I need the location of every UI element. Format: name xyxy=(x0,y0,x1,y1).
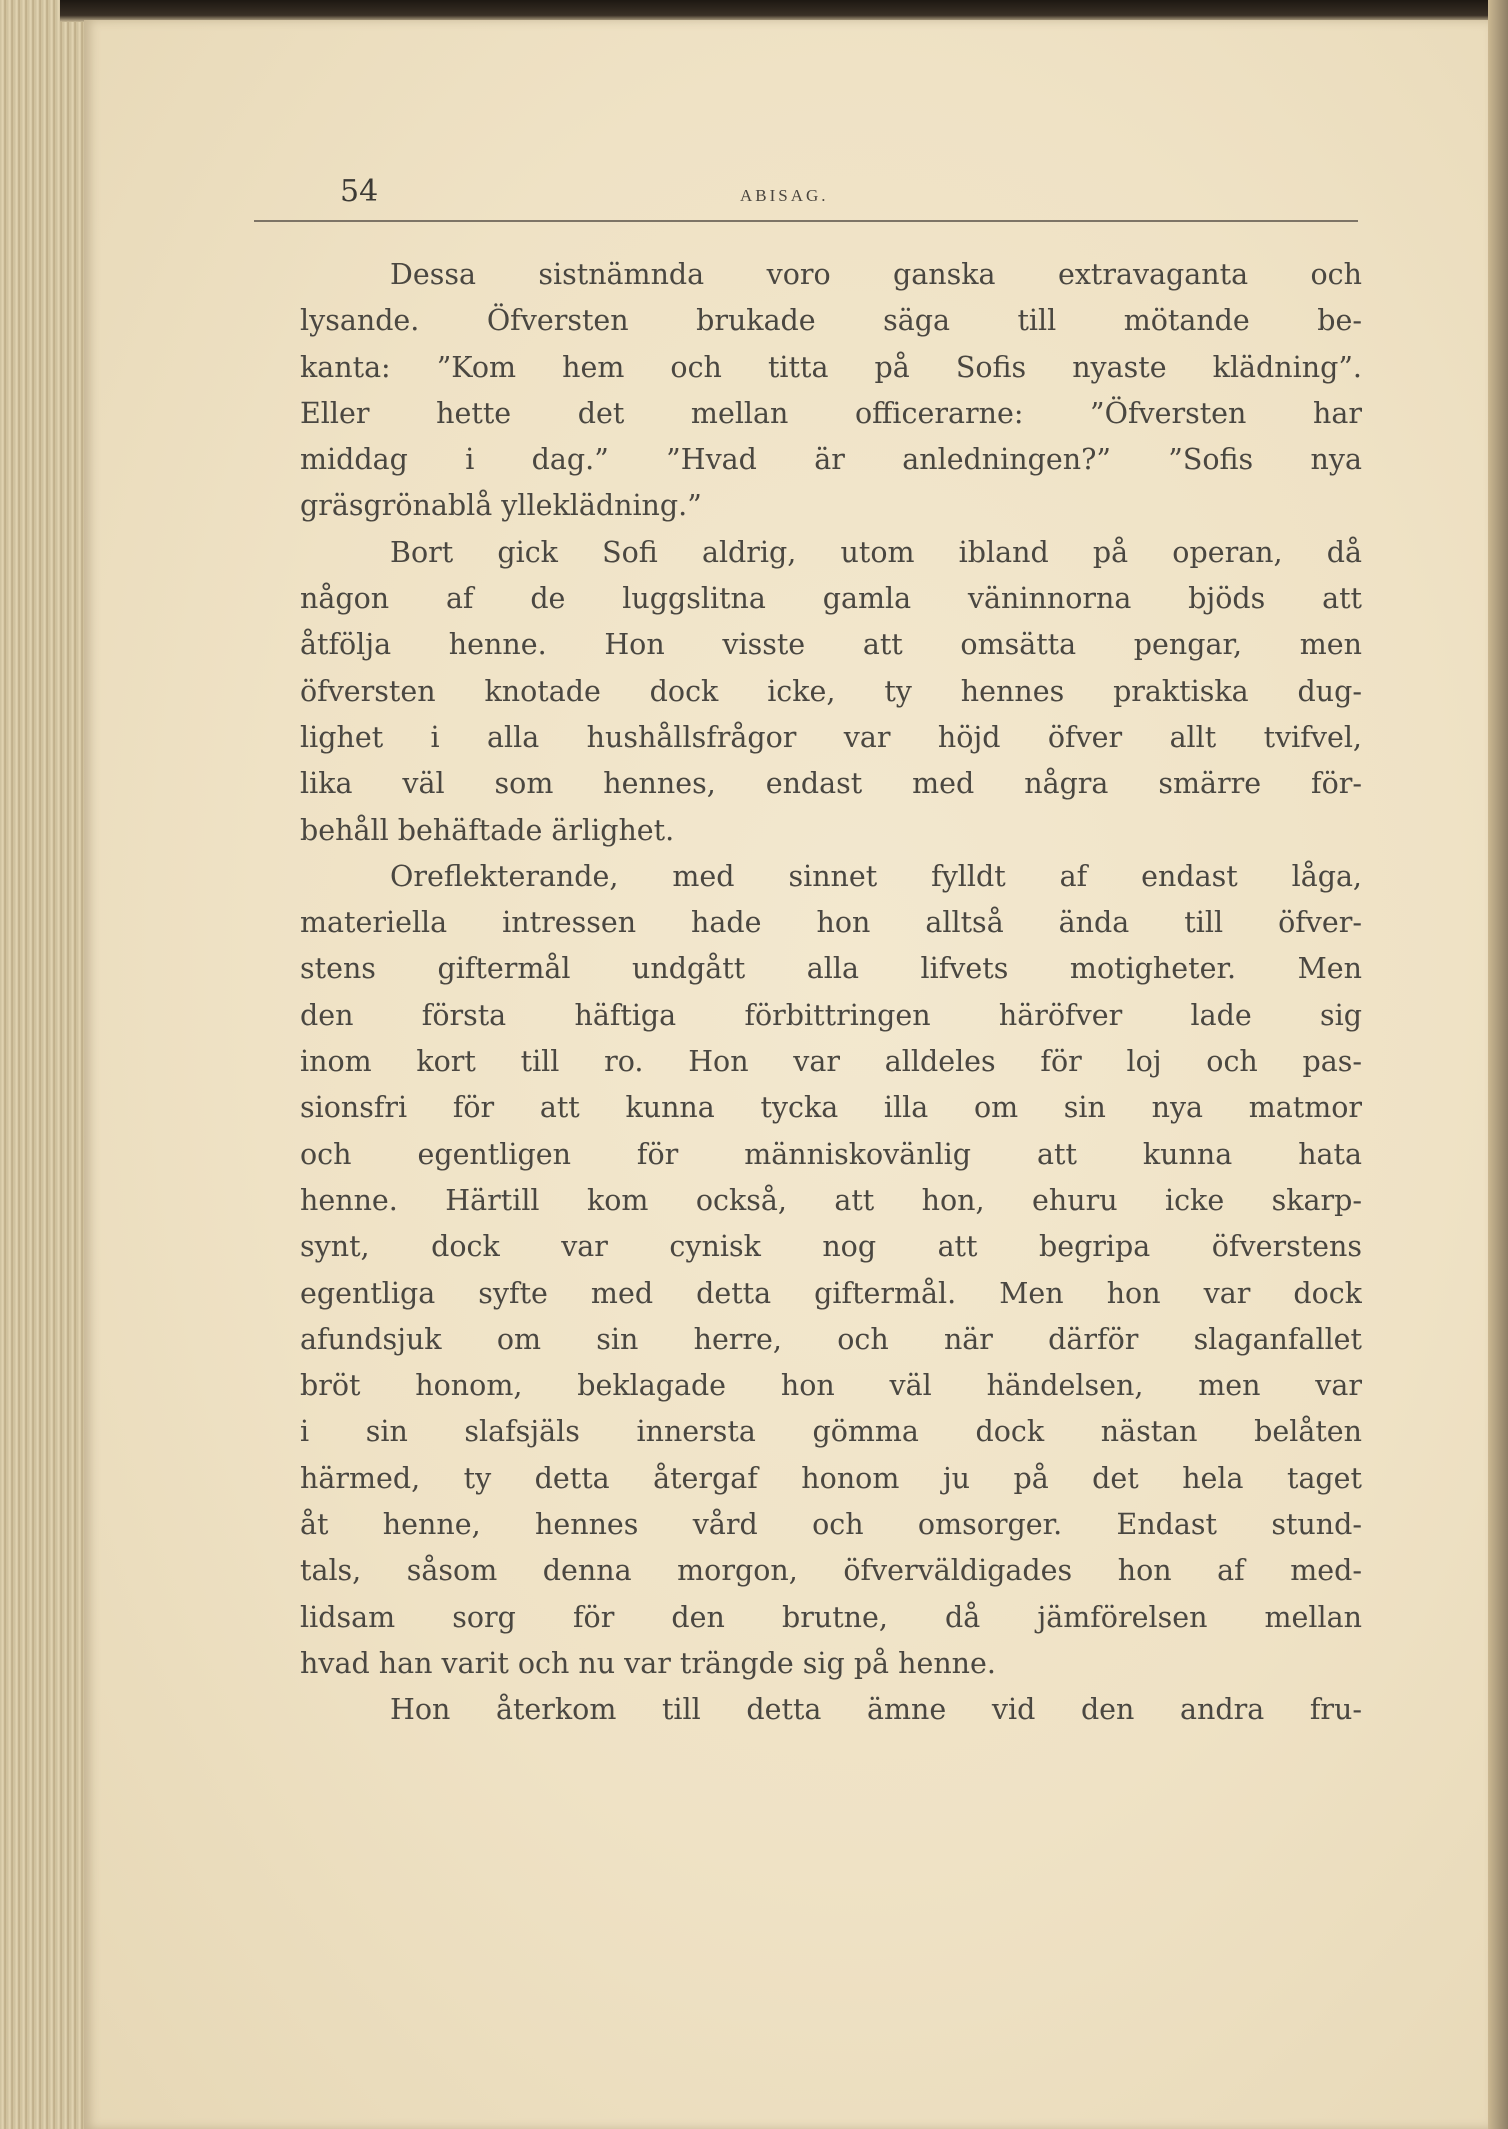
text-line: bröt honom, beklagade hon väl händelsen, men var xyxy=(300,1369,1362,1403)
text-line: behåll behäftade ärlighet. xyxy=(300,813,675,847)
text-line: och egentligen för människovänlig att kunna hata xyxy=(300,1137,1362,1171)
text-line: lysande. Öfversten brukade säga till mötande be- xyxy=(300,304,1362,338)
text-line: åt henne, hennes vård och omsorger. Endast stund- xyxy=(300,1508,1362,1542)
text-line: henne. Härtill kom också, att hon, ehuru icke skarp- xyxy=(300,1183,1362,1217)
running-title: ABISAG. xyxy=(740,186,829,205)
text-line: någon af de luggslitna gamla väninnorna bjöds att xyxy=(300,582,1362,616)
page-header xyxy=(254,172,1358,222)
text-line: härmed, ty detta återgaf honom ju på det hela taget xyxy=(300,1461,1362,1495)
body-text xyxy=(300,252,1362,1734)
text-line: afundsjuk om sin herre, och när därför slaganfallet xyxy=(300,1322,1362,1356)
text-line: den första häftiga förbittringen häröfver lade sig xyxy=(300,998,1362,1032)
text-line: lighet i alla hushållsfrågor var höjd öfver allt tvifvel, xyxy=(300,720,1362,754)
text-line: middag i dag.” ”Hvad är anledningen?” ”Sofis nya xyxy=(300,443,1362,477)
text-line: stens giftermål undgått alla lifvets motigheter. Men xyxy=(300,952,1362,986)
text-line: åtfölja henne. Hon visste att omsätta pengar, men xyxy=(300,628,1362,662)
text-line: sionsfri för att kunna tycka illa om sin nya matmor xyxy=(300,1091,1362,1125)
text-line: synt, dock var cynisk nog att begripa öfverstens xyxy=(300,1230,1362,1264)
text-line: materiella intressen hade hon alltså ända till öfver- xyxy=(300,906,1362,940)
text-line: lidsam sorg för den brutne, då jämförelsen mellan xyxy=(300,1600,1362,1634)
text-line: Oreflekterande, med sinnet fylldt af endast låga, xyxy=(390,859,1362,893)
text-line: kanta: ”Kom hem och titta på Sofis nyaste klädning”. xyxy=(300,350,1362,384)
text-line: öfversten knotade dock icke, ty hennes praktiska dug- xyxy=(300,674,1362,708)
text-line: Hon återkom till detta ämne vid den andra fru- xyxy=(390,1693,1362,1727)
top-edge-shadow xyxy=(60,0,1508,22)
page-edges xyxy=(0,0,90,2129)
text-line: inom kort till ro. Hon var alldeles för loj och pas- xyxy=(300,1045,1362,1079)
text-line: lika väl som hennes, endast med några smärre för- xyxy=(300,767,1362,801)
gutter-shadow xyxy=(1488,0,1508,2129)
text-line: Bort gick Sofi aldrig, utom ibland på operan, då xyxy=(390,535,1362,569)
text-line: Eller hette det mellan officerarne: ”Öfversten har xyxy=(300,396,1362,430)
text-line: gräsgrönablå ylleklädning.” xyxy=(300,489,702,523)
text-line: hvad han varit och nu var trängde sig på henne. xyxy=(300,1646,996,1680)
text-line: egentliga syfte med detta giftermål. Men hon var dock xyxy=(300,1276,1362,1310)
text-line: i sin slafsjäls innersta gömma dock nästan belåten xyxy=(300,1415,1362,1449)
page-number: 54 xyxy=(340,174,379,209)
text-line: Dessa sistnämnda voro ganska extravaganta och xyxy=(390,258,1362,291)
text-line: tals, såsom denna morgon, öfverväldigades hon af med- xyxy=(300,1554,1362,1588)
